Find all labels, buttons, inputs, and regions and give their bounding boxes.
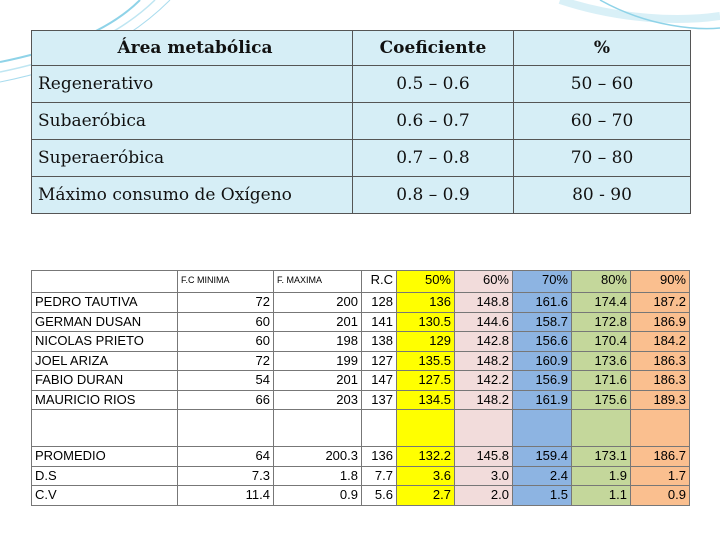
value-cell: 128 — [362, 293, 397, 313]
table-row — [32, 66, 691, 103]
value-cell: 1.7 — [631, 466, 690, 486]
value-cell: 7.7 — [362, 466, 397, 486]
value-cell — [455, 410, 513, 447]
area-cell: Superaeróbica — [32, 140, 353, 177]
heart-rate-table — [31, 270, 690, 506]
column-header: R.C — [362, 271, 397, 293]
value-cell — [362, 410, 397, 447]
area-cell: Máximo consumo de Oxígeno — [32, 177, 353, 214]
value-cell: 203 — [274, 390, 362, 410]
value-cell: 0.9 — [274, 486, 362, 506]
value-cell: 173.1 — [572, 447, 631, 467]
name-cell: C.V — [32, 486, 178, 506]
value-cell: 137 — [362, 390, 397, 410]
coef-cell: 0.5 – 0.6 — [353, 66, 514, 103]
value-cell: 198 — [274, 332, 362, 352]
value-cell: 186.3 — [631, 371, 690, 391]
value-cell: 201 — [274, 371, 362, 391]
coef-cell: 0.7 – 0.8 — [353, 140, 514, 177]
value-cell: 136 — [397, 293, 455, 313]
value-cell: 186.7 — [631, 447, 690, 467]
value-cell: 129 — [397, 332, 455, 352]
value-cell: 172.8 — [572, 312, 631, 332]
value-cell: 5.6 — [362, 486, 397, 506]
value-cell: 144.6 — [455, 312, 513, 332]
value-cell: 0.9 — [631, 486, 690, 506]
value-cell — [513, 410, 572, 447]
value-cell: 145.8 — [455, 447, 513, 467]
metabolic-area-table — [31, 30, 691, 214]
pct-cell: 70 – 80 — [514, 140, 691, 177]
column-header: 50% — [397, 271, 455, 293]
column-header: F.C MINIMA — [178, 271, 274, 293]
header-coef: Coeficiente — [353, 31, 514, 66]
column-header: 60% — [455, 271, 513, 293]
value-cell: 142.8 — [455, 332, 513, 352]
value-cell: 156.9 — [513, 371, 572, 391]
table1-header-row — [32, 31, 691, 66]
value-cell: 170.4 — [572, 332, 631, 352]
value-cell: 189.3 — [631, 390, 690, 410]
stats-row — [32, 486, 690, 506]
value-cell: 161.6 — [513, 293, 572, 313]
value-cell: 130.5 — [397, 312, 455, 332]
header-area: Área metabólica — [32, 31, 353, 66]
value-cell: 175.6 — [572, 390, 631, 410]
stats-row — [32, 447, 690, 467]
value-cell: 72 — [178, 351, 274, 371]
value-cell: 161.9 — [513, 390, 572, 410]
value-cell: 138 — [362, 332, 397, 352]
value-cell: 187.2 — [631, 293, 690, 313]
name-cell — [32, 410, 178, 447]
value-cell — [631, 410, 690, 447]
value-cell: 72 — [178, 293, 274, 313]
value-cell: 142.2 — [455, 371, 513, 391]
value-cell: 3.0 — [455, 466, 513, 486]
name-cell: FABIO DURAN — [32, 371, 178, 391]
value-cell: 2.0 — [455, 486, 513, 506]
value-cell: 148.8 — [455, 293, 513, 313]
value-cell: 60 — [178, 332, 274, 352]
value-cell — [397, 410, 455, 447]
value-cell: 147 — [362, 371, 397, 391]
value-cell: 7.3 — [178, 466, 274, 486]
table-row — [32, 351, 690, 371]
value-cell: 160.9 — [513, 351, 572, 371]
value-cell: 127.5 — [397, 371, 455, 391]
pct-cell: 60 – 70 — [514, 103, 691, 140]
name-cell: MAURICIO RIOS — [32, 390, 178, 410]
coef-cell: 0.8 – 0.9 — [353, 177, 514, 214]
value-cell: 136 — [362, 447, 397, 467]
table-row — [32, 312, 690, 332]
value-cell: 1.9 — [572, 466, 631, 486]
value-cell: 186.3 — [631, 351, 690, 371]
name-cell: PEDRO TAUTIVA — [32, 293, 178, 313]
value-cell: 132.2 — [397, 447, 455, 467]
value-cell: 2.4 — [513, 466, 572, 486]
value-cell — [274, 410, 362, 447]
name-cell: PROMEDIO — [32, 447, 178, 467]
value-cell: 3.6 — [397, 466, 455, 486]
stats-row — [32, 466, 690, 486]
value-cell: 54 — [178, 371, 274, 391]
value-cell: 174.4 — [572, 293, 631, 313]
value-cell: 200 — [274, 293, 362, 313]
coef-cell: 0.6 – 0.7 — [353, 103, 514, 140]
value-cell: 135.5 — [397, 351, 455, 371]
table-row — [32, 332, 690, 352]
name-cell: NICOLAS PRIETO — [32, 332, 178, 352]
value-cell: 1.5 — [513, 486, 572, 506]
value-cell: 199 — [274, 351, 362, 371]
value-cell: 66 — [178, 390, 274, 410]
value-cell — [178, 410, 274, 447]
value-cell: 173.6 — [572, 351, 631, 371]
value-cell: 134.5 — [397, 390, 455, 410]
pct-cell: 80 - 90 — [514, 177, 691, 214]
value-cell: 11.4 — [178, 486, 274, 506]
column-header: F. MAXIMA — [274, 271, 362, 293]
value-cell: 1.8 — [274, 466, 362, 486]
value-cell: 64 — [178, 447, 274, 467]
value-cell — [572, 410, 631, 447]
value-cell: 141 — [362, 312, 397, 332]
table-row — [32, 293, 690, 313]
heart-rate-table-body — [32, 271, 690, 506]
value-cell: 148.2 — [455, 351, 513, 371]
value-cell: 156.6 — [513, 332, 572, 352]
area-cell: Regenerativo — [32, 66, 353, 103]
column-header: 80% — [572, 271, 631, 293]
name-cell: D.S — [32, 466, 178, 486]
value-cell: 184.2 — [631, 332, 690, 352]
column-header: 70% — [513, 271, 572, 293]
value-cell: 200.3 — [274, 447, 362, 467]
value-cell: 2.7 — [397, 486, 455, 506]
value-cell: 158.7 — [513, 312, 572, 332]
table-row — [32, 103, 691, 140]
table-row — [32, 390, 690, 410]
value-cell: 201 — [274, 312, 362, 332]
value-cell: 159.4 — [513, 447, 572, 467]
table-row — [32, 371, 690, 391]
value-cell: 186.9 — [631, 312, 690, 332]
value-cell: 171.6 — [572, 371, 631, 391]
column-header: 90% — [631, 271, 690, 293]
name-cell: JOEL ARIZA — [32, 351, 178, 371]
column-header — [32, 271, 178, 293]
value-cell: 60 — [178, 312, 274, 332]
pct-cell: 50 – 60 — [514, 66, 691, 103]
table-row — [32, 177, 691, 214]
value-cell: 127 — [362, 351, 397, 371]
table2-header-row — [32, 271, 690, 293]
value-cell: 148.2 — [455, 390, 513, 410]
value-cell: 1.1 — [572, 486, 631, 506]
name-cell: GERMAN DUSAN — [32, 312, 178, 332]
table-row — [32, 140, 691, 177]
area-cell: Subaeróbica — [32, 103, 353, 140]
header-pct: % — [514, 31, 691, 66]
spacer-row — [32, 410, 690, 447]
